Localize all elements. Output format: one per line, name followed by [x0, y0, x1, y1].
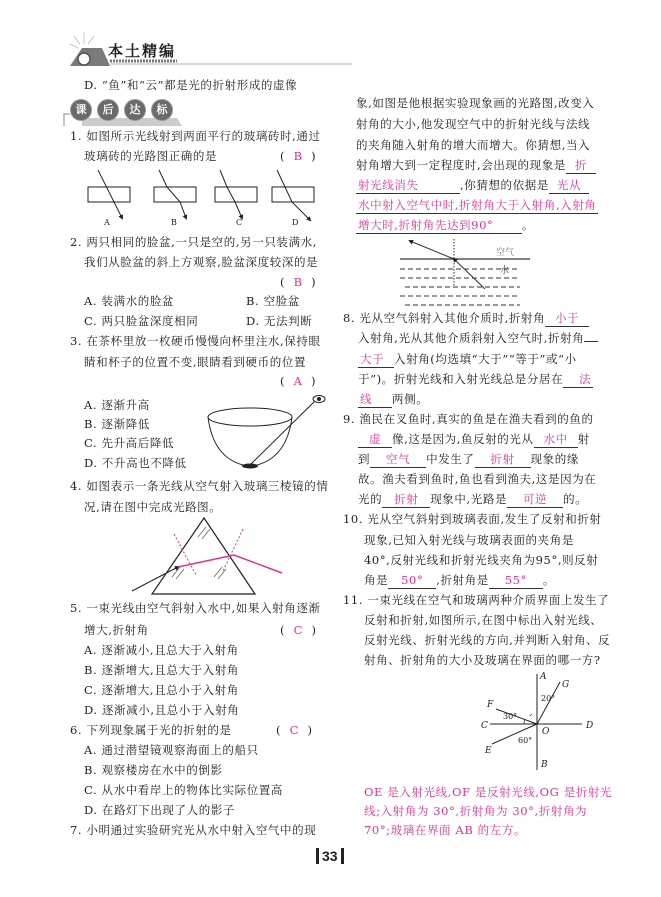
answer-blank: 法: [563, 372, 593, 388]
text: 角是: [364, 573, 389, 587]
q2-option: B. 空脸盆: [246, 294, 300, 308]
q11-answer: 70°;玻璃在界面 AB 的左方。: [364, 823, 527, 837]
q2-option: A. 装满水的脸盆: [84, 294, 175, 308]
q10-text: 10. 光从空气斜射到玻璃表面,发生了反射和折射: [343, 512, 602, 526]
q11-text: 11. 一束光线在空气和玻璃两种介质界面上发生了: [343, 593, 610, 607]
glass-brick-b: [154, 187, 196, 202]
q7-text: 射角的大小,他发现空气中的折射光线与法线: [356, 117, 591, 131]
q1-text: 玻璃砖的光路图正确的是: [84, 149, 218, 163]
answer-blank: 水中射入空气中时,折射角大于入射角,入射角: [358, 198, 597, 212]
answer-blank: 折射: [475, 452, 531, 468]
q0-option-d: D. “鱼”和“云”都是光的折射形成的虚像: [84, 78, 298, 92]
q5-text: 增大,折射角: [84, 623, 149, 637]
q5-option: B. 逐渐增大,且总大于入射角: [84, 663, 239, 677]
q8-text: [358, 329, 598, 347]
point-b-label: B: [541, 760, 548, 770]
answer-blank: 射光线消失: [356, 178, 460, 194]
point-c-label: C: [481, 721, 488, 731]
answer-blank: 大于: [358, 352, 394, 368]
q2-option: C. 两只脸盆深度相同: [84, 314, 199, 328]
answer-blank: 折: [566, 158, 596, 174]
q3-text: 3. 在茶杯里放一枚硬币慢慢向杯里注水,保持眼: [70, 334, 321, 348]
text: 现象中,光路是: [430, 492, 508, 506]
answer-blank: 光从: [549, 178, 589, 194]
q7-text: 象,如图是他根据实验现象画的光路图,改变入: [356, 96, 595, 110]
q11-reflection-refraction-diagram: [482, 672, 602, 772]
text: 两侧。: [392, 392, 429, 406]
q10-text: [364, 571, 555, 589]
glass-brick-d: [272, 187, 314, 202]
water-label: 水: [500, 266, 510, 276]
q6-option: B. 观察楼房在水中的倒影: [84, 763, 223, 777]
text: 于”)。折射光线和入射光线总是分居在: [358, 372, 564, 386]
q8-text: [358, 390, 428, 408]
text: 到: [358, 452, 371, 466]
q4-text: 况,请在图中完成光路图。: [84, 500, 222, 514]
brand-title: 本土精编: [108, 42, 177, 60]
q10-text: 现象,已知入射光线与玻璃表面的夹角是: [364, 533, 574, 547]
angle-30-label: 30°: [503, 712, 518, 721]
q6-text: 6. 下列现象属于光的折射的是: [70, 723, 232, 737]
answer-blank: 可逆: [507, 492, 563, 508]
q5-option: A. 逐渐减小,且总大于入射角: [84, 643, 239, 657]
q3-option: B. 逐渐降低: [84, 417, 150, 431]
section-title: [70, 99, 173, 121]
glass-brick-a: [88, 187, 130, 202]
text: 。: [542, 573, 555, 587]
section-char: 标: [151, 99, 173, 121]
q7-text: 7. 小明通过实验研究光从水中射入空气中的现: [70, 823, 317, 837]
cup-coin-eye-diagram: [205, 395, 330, 475]
section-char: 课: [70, 99, 92, 121]
answer-value: B: [293, 275, 303, 289]
q9-text: [358, 430, 590, 448]
answer-blank: 55°: [489, 573, 543, 589]
text: 光的: [358, 492, 383, 506]
text: 8. 光从空气斜射入其他介质时,折射角: [343, 311, 546, 325]
text: 入射角,光从其他介质斜射入空气时,折射角: [358, 331, 585, 345]
text: 中发生了: [426, 452, 475, 466]
q8-text: [358, 370, 593, 388]
q5-answer: ( C ): [280, 623, 317, 637]
q3-text: 睛和杯子的位置不变,眼睛看到硬币的位置: [84, 355, 307, 369]
answer-value: B: [293, 149, 303, 163]
text: 像,这是因为,鱼反射的光从: [392, 432, 534, 446]
answer-blank: 增大时,折射角先达到90°: [356, 218, 522, 234]
q11-answer: 线;入射角为 30°,折射角为 30°,折射角为: [364, 804, 588, 818]
q3-answer: ( A ): [280, 374, 317, 388]
q5-text: 5. 一束光线由空气斜射入水中,如果入射角逐渐: [70, 601, 321, 615]
text: 现象的缘: [530, 452, 579, 466]
q1-text: 1. 如图所示光线射到两面平行的玻璃砖时,通过: [70, 129, 321, 143]
air-label: 空气: [496, 248, 515, 258]
coin-icon: [242, 464, 258, 469]
text: 。: [522, 218, 535, 232]
q11-answer: OE 是入射光线,OF 是反射光线,OG 是折射光: [364, 785, 613, 799]
q3-option: D. 不升高也不降低: [84, 456, 187, 470]
answer-blank: 50°: [388, 573, 436, 589]
glass-brick-c: [215, 187, 257, 202]
point-f-label: F: [487, 700, 494, 710]
diagram-label: A: [104, 218, 110, 227]
answer-value: A: [293, 374, 303, 388]
q11-text: 反射光线、折射光线的方向,并判断入射角、反: [364, 633, 611, 647]
q2-option: D. 无法判断: [246, 314, 313, 328]
q3-option: C. 先升高后降低: [84, 436, 175, 450]
q8-text: [358, 350, 577, 368]
answer-blank: 虚: [358, 432, 392, 448]
q11-text: 射角、折射角的大小及玻璃在界面的哪一方?: [364, 653, 601, 667]
text: 的。: [563, 492, 588, 506]
q7-text: 的夹角随入射角的增大而增大。你猜想,当入: [356, 138, 591, 152]
section-char: 达: [124, 99, 146, 121]
q8-text: [343, 309, 589, 327]
page-number: 33: [316, 848, 344, 864]
q3-option: A. 逐渐升高: [84, 398, 150, 412]
q11-text: 反射和折射,如图所示,在图中标出入射光线、: [364, 613, 603, 627]
point-o-label: O: [542, 727, 550, 737]
text: ,你猜想的依据是: [460, 178, 549, 192]
point-d-label: D: [586, 721, 594, 731]
diagram-label: D: [292, 218, 299, 227]
text: 射: [577, 432, 590, 446]
text: 入射角(均选填“大于”“等于”或“小: [394, 352, 577, 366]
diagram-label: B: [171, 218, 177, 227]
point-g-label: G: [562, 680, 570, 690]
header-logo-icon: [62, 30, 352, 70]
q6-answer: ( C ): [276, 723, 313, 737]
q7-text: [356, 156, 596, 174]
q1-diagrams: [80, 168, 320, 230]
angle-60-label: 60°: [518, 736, 533, 745]
answer-value: C: [289, 723, 300, 737]
q7-text: [356, 216, 534, 234]
q9-text: [358, 490, 587, 508]
section-char: 后: [97, 99, 119, 121]
q2-answer: ( B ): [280, 275, 317, 289]
answer-blank: 线: [358, 392, 392, 408]
answer-blank: [584, 341, 598, 342]
prism-light-path-diagram: [130, 515, 290, 597]
point-e-label: E: [485, 746, 492, 756]
q9-text: 9. 渔民在叉鱼时,真实的鱼是在渔夫看到的鱼的: [343, 412, 594, 426]
answer-value: C: [293, 623, 304, 637]
q9-text: [358, 450, 579, 468]
diagram-label: C: [236, 218, 243, 227]
answer-blank: 小于: [545, 311, 589, 327]
answer-blank: 空气: [370, 452, 426, 468]
point-a-label: A: [540, 672, 547, 682]
q6-option: A. 通过潜望镜观察海面上的船只: [84, 743, 259, 757]
angle-20-label: 20°: [541, 694, 556, 703]
text: 射角增大到一定程度时,会出现的现象是: [356, 158, 566, 172]
q5-option: D. 逐渐减小,且总小于入射角: [84, 703, 240, 717]
answer-blank: 水中: [534, 432, 578, 448]
q4-text: 4. 如图表示一条光线从空气射入玻璃三棱镜的情: [70, 479, 329, 493]
q6-option: C. 从水中看岸上的物体比实际位置高: [84, 783, 283, 797]
q9-text: 故。渔夫看到鱼时,鱼也看到渔夫,这是因为在: [358, 472, 597, 486]
q2-text: 我们从脸盆的斜上方观察,脸盆深度较深的是: [84, 255, 319, 269]
answer-blank: 折射: [382, 492, 430, 508]
q6-option: D. 在路灯下出现了人的影子: [84, 803, 236, 817]
q7-text: [356, 196, 598, 214]
text: ,折射角是: [436, 573, 489, 587]
q1-answer: ( B ): [280, 149, 317, 163]
q5-option: C. 逐渐增大,且总小于入射角: [84, 683, 239, 697]
q7-text: [356, 176, 589, 194]
q2-text: 2. 两只相同的脸盆,一只是空的,另一只装满水,: [70, 235, 317, 249]
q10-text: 40°,反射光线和折射光线夹角为95°,则反射: [364, 553, 599, 567]
